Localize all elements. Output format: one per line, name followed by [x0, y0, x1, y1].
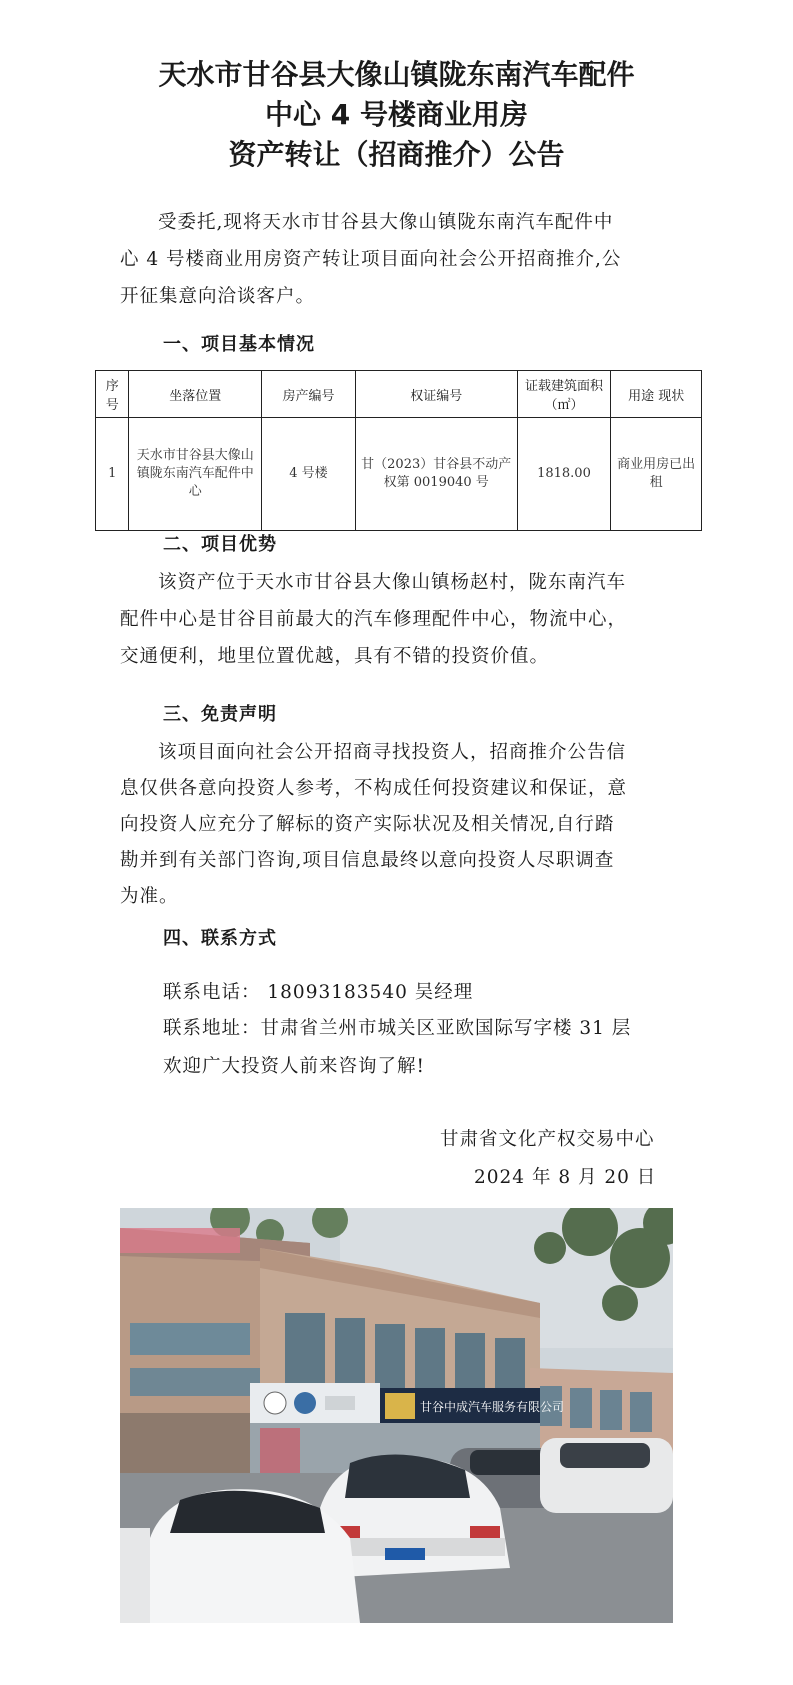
- section-2-line-3: 交通便利，地里位置优越，具有不错的投资价值。: [120, 646, 550, 667]
- intro-line-3: 开征集意向洽谈客户。: [120, 286, 316, 307]
- section-3-line-2: 息仅供各意向投资人参考，不构成任何投资建议和保证，意: [120, 778, 628, 799]
- cell-area: 1818.00: [517, 418, 611, 531]
- cell-house-no: 4 号楼: [262, 418, 356, 531]
- table-header-row: [96, 371, 702, 418]
- welcome-text: 欢迎广大投资人前来咨询了解!: [163, 1056, 425, 1077]
- cell-cert-no: 甘（2023）甘谷县不动产权第 0019040 号: [355, 418, 517, 531]
- cell-location: 天水市甘谷县大像山镇陇东南汽车配件中心: [129, 418, 262, 531]
- contact-phone: 联系电话： 18093183540 吴经理: [163, 982, 474, 1003]
- section-3-line-4: 勘并到有关部门咨询,项目信息最终以意向投资人尽职调查: [120, 850, 615, 871]
- signature-date: 2024 年 8 月 20 日: [474, 1167, 657, 1188]
- signature-org: 甘肃省文化产权交易中心: [440, 1129, 655, 1150]
- document-title: [0, 55, 793, 175]
- title-line-3: 资产转让（招商推介）公告: [228, 138, 565, 171]
- header-location: 坐落位置: [129, 371, 262, 418]
- cell-seq: 1: [96, 418, 129, 531]
- table-row: [96, 418, 702, 531]
- section-2-heading: 二、项目优势: [163, 534, 277, 555]
- contact-address: 联系地址：甘肃省兰州市城关区亚欧国际写字楼 31 层: [163, 1018, 632, 1039]
- section-2-line-1: 该资产位于天水市甘谷县大像山镇杨赵村，陇东南汽车: [158, 572, 627, 593]
- car-white-right: [540, 1438, 673, 1513]
- section-2-line-2: 配件中心是甘谷目前最大的汽车修理配件中心，物流中心，: [120, 609, 628, 630]
- section-3-line-3: 向投资人应充分了解标的资产实际状况及相关情况,自行踏: [120, 814, 615, 835]
- property-info-table: [95, 370, 702, 531]
- header-seq: 序号: [96, 371, 129, 418]
- photo-sign-text: 甘谷中成汽车服务有限公司: [420, 1400, 565, 1414]
- section-1-heading: 一、项目基本情况: [163, 334, 315, 355]
- intro-line-1: 受委托,现将天水市甘谷县大像山镇陇东南汽车配件中: [158, 212, 614, 233]
- cell-usage: 商业用房已出租: [611, 418, 702, 531]
- property-photo: [120, 1208, 673, 1623]
- section-4-heading: 四、联系方式: [163, 928, 277, 949]
- title-line-1: 天水市甘谷县大像山镇陇东南汽车配件: [158, 58, 635, 91]
- section-3-line-5: 为准。: [120, 886, 179, 907]
- title-line-2: 中心 4 号楼商业用房: [265, 98, 528, 131]
- header-cert-no: 权证编号: [355, 371, 517, 418]
- header-house-no: 房产编号: [262, 371, 356, 418]
- section-3-line-1: 该项目面向社会公开招商寻找投资人，招商推介公告信: [158, 742, 627, 763]
- section-3-heading: 三、免责声明: [163, 704, 277, 725]
- header-area: 证载建筑面积（㎡）: [517, 371, 611, 418]
- intro-line-2: 心 4 号楼商业用房资产转让项目面向社会公开招商推介,公: [120, 249, 622, 270]
- header-usage: 用途 现状: [611, 371, 702, 418]
